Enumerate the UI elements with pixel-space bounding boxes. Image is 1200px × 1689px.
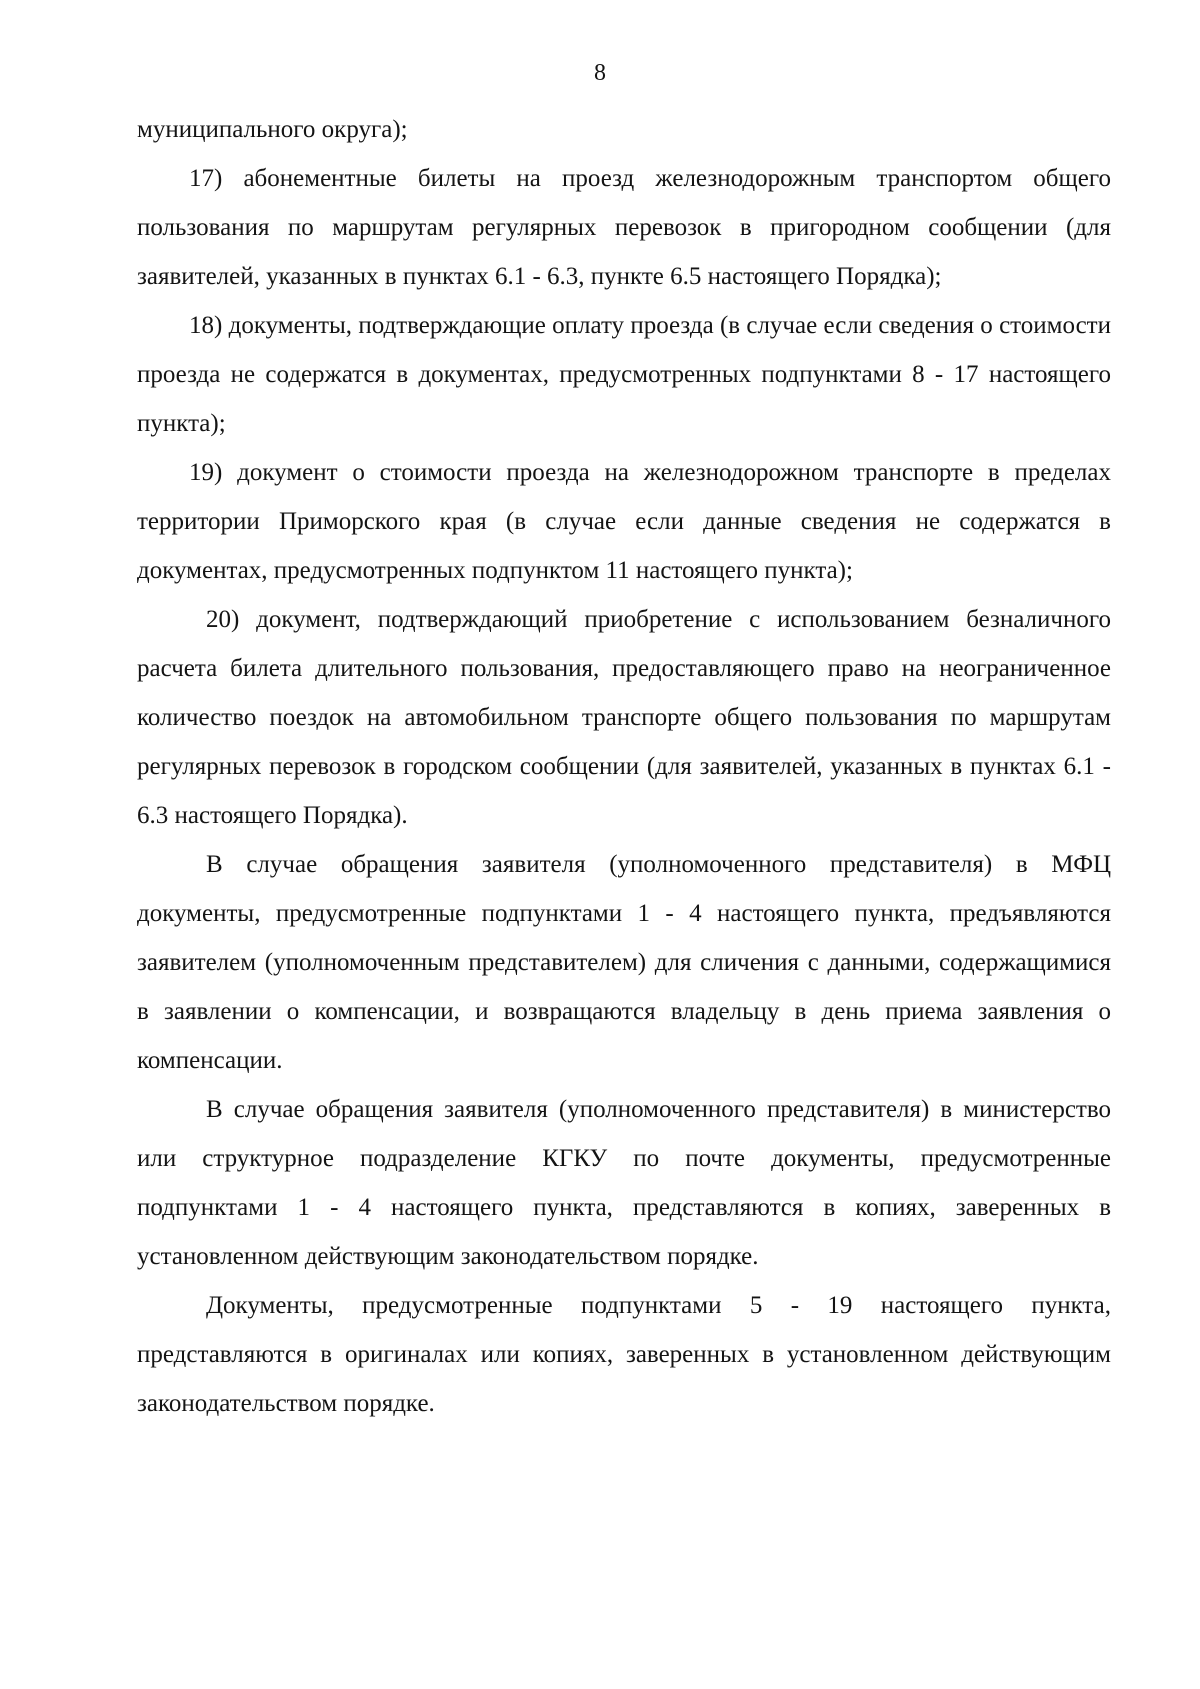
- paragraph-mail-case: В случае обращения заявителя (уполномоченного представителя) в министерство или структурное подразделение КГКУ по почте документы, предусмотренные подпунктами 1 - 4 настоящего пункта, представляются в копиях, заверенных в установленном действующим законодательством порядке.: [137, 1096, 1111, 1270]
- paragraph-item-18: 18) документы, подтверждающие оплату проезда (в случае если сведения о стоимости проезда не содержатся в документах, предусмотренных подпунктами 8 - 17 настоящего пункта);: [137, 312, 1111, 437]
- document-body: [137, 105, 1111, 1428]
- paragraph-item-19: 19) документ о стоимости проезда на железнодорожном транспорте в пределах территории Приморского края (в случае если данные сведения не содержатся в документах, предусмотренных подпунктом 11 настоящего пункта);: [137, 459, 1111, 584]
- page-number: 8: [594, 60, 606, 86]
- paragraph-continuation: муниципального округа);: [137, 116, 408, 143]
- paragraph-item-17: 17) абонементные билеты на проезд железнодорожным транспортом общего пользования по маршрутам регулярных перевозок в пригородном сообщении (для заявителей, указанных в пунктах 6.1 - 6.3, пункте 6.5 настоящего Порядка);: [137, 165, 1111, 290]
- paragraph-originals: Документы, предусмотренные подпунктами 5 - 19 настоящего пункта, представляются в оригиналах или копиях, заверенных в установленном действующим законодательством порядке.: [137, 1292, 1111, 1417]
- paragraph-item-20: 20) документ, подтверждающий приобретение с использованием безналичного расчета билета длительного пользования, предоставляющего право на неограниченное количество поездок на автомобильном транспорте общего пользования по маршрутам регулярных перевозок в городском сообщении (для заявителей, указанных в пунктах 6.1 - 6.3 настоящего Порядка).: [137, 606, 1111, 829]
- paragraph-mfc-case: В случае обращения заявителя (уполномоченного представителя) в МФЦ документы, предусмотренные подпунктами 1 - 4 настоящего пункта, предъявляются заявителем (уполномоченным представителем) для сличения с данными, содержащимися в заявлении о компенсации, и возвращаются владельцу в день приема заявления о компенсации.: [137, 851, 1111, 1074]
